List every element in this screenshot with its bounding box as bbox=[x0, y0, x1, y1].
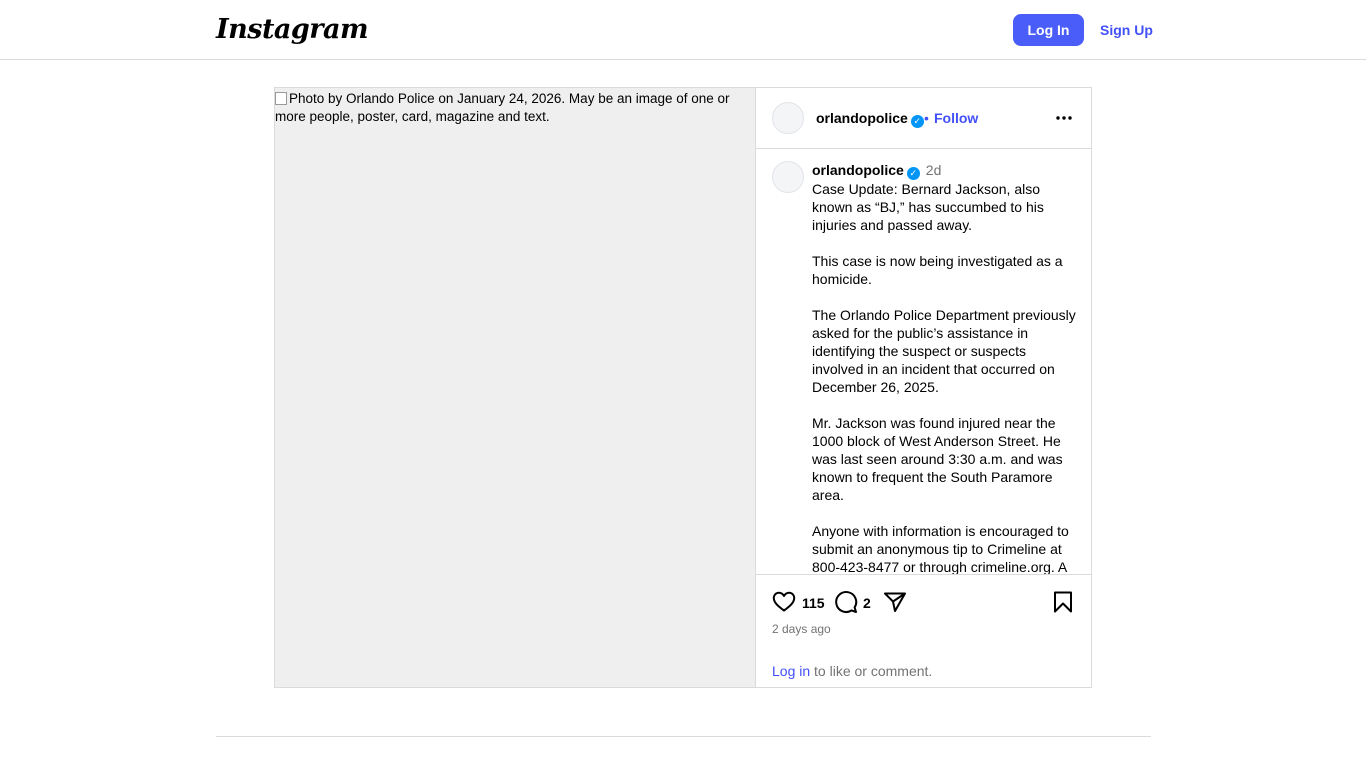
top-navbar bbox=[0, 0, 1366, 60]
post-actions bbox=[756, 574, 1091, 687]
signup-link[interactable]: Sign Up bbox=[1100, 22, 1153, 38]
post-header bbox=[756, 88, 1091, 149]
image-alt-label: Photo by Orlando Police on January 24, 2026. May be an image of one or more people, poster, card, magazine and text. bbox=[275, 91, 730, 124]
caption-timestamp[interactable]: 2d bbox=[925, 162, 942, 178]
comment-count: 2 bbox=[863, 595, 871, 611]
login-prompt-text: to like or comment. bbox=[810, 663, 933, 679]
verified-badge-icon: ✓ bbox=[907, 167, 920, 180]
login-link[interactable]: Log in bbox=[772, 663, 811, 679]
paper-plane-icon[interactable] bbox=[883, 590, 907, 614]
comment-bubble-icon[interactable] bbox=[834, 590, 858, 614]
avatar[interactable] bbox=[772, 102, 804, 134]
like-count: 115 bbox=[802, 595, 825, 611]
follow-button[interactable]: Follow bbox=[934, 110, 979, 126]
login-button[interactable]: Log In bbox=[1013, 14, 1084, 46]
caption-username[interactable]: orlandopolice ✓ bbox=[812, 162, 920, 178]
footer-divider bbox=[216, 736, 1151, 737]
caption-header bbox=[812, 162, 941, 180]
login-prompt bbox=[772, 663, 932, 679]
post-timestamp[interactable]: 2 days ago bbox=[772, 622, 831, 636]
post-author-username[interactable]: orlandopolice ✓ bbox=[816, 110, 924, 128]
image-alt-text bbox=[275, 90, 753, 126]
caption-text: Case Update: Bernard Jackson, also known as “BJ,” has succumbed to his injuries and passed away. This case is now being investigated as a homicide. The Orlando Police Department previously asked for the public’s assistance in identifying the suspect or suspects involved in an incident that occurred on December 26, 2025. Mr. Jackson was found injured near the 1000 block of West Anderson Street. He was last seen around 3:30 a.m. and was known to frequent the South Paramore area. Anyone with information is encouraged to submit an anonymous tip to Crimeline at 800-423-8477 or through crimeline.org. A bbox=[812, 181, 1076, 574]
avatar[interactable] bbox=[772, 161, 804, 193]
caption-section[interactable] bbox=[756, 149, 1091, 574]
post-sidebar bbox=[756, 88, 1091, 687]
broken-image-icon bbox=[275, 92, 287, 105]
post-image[interactable] bbox=[275, 88, 756, 687]
follow-separator: • bbox=[924, 110, 929, 126]
more-options-icon[interactable] bbox=[1054, 110, 1074, 126]
bookmark-icon[interactable] bbox=[1051, 590, 1075, 614]
instagram-logo[interactable]: Instagram bbox=[216, 14, 369, 45]
heart-icon[interactable] bbox=[772, 590, 796, 614]
post-card bbox=[274, 87, 1092, 688]
verified-badge-icon: ✓ bbox=[911, 115, 924, 128]
